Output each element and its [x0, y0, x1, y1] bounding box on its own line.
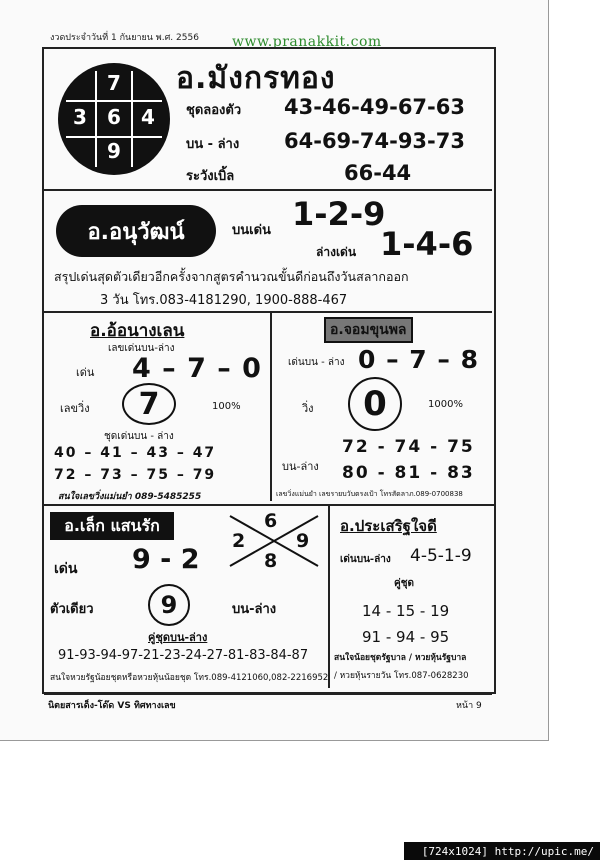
section4-lead-label: เด่นบน - ล่าง — [288, 357, 345, 368]
section4-percent: 1000% — [428, 399, 463, 410]
section5-contact: สนใจหวยรัฐน้อยชุดหรือหวยหุ้นน้อยชุด โทร.089-4121060,082-2216952 — [50, 673, 329, 683]
number-grid-circle — [58, 63, 170, 175]
section4-rows-label: บน-ล่าง — [282, 460, 319, 473]
section3-title: อ.อ้อนางเลน — [90, 321, 185, 341]
section3-percent: 100% — [212, 401, 241, 412]
section6-contact2: / หวยหุ้นรายวัน โทร.087-0628230 — [334, 671, 469, 681]
cross-left: 2 — [232, 530, 246, 552]
section3-set-label: ชุดเด่นบน - ล่าง — [104, 431, 174, 442]
section2-title: อ.อนุวัฒน์ — [56, 205, 216, 257]
section4-row1: 72 - 74 - 75 — [342, 437, 475, 457]
section4-contact: เลขวิ่งแม่นยำ เลขรายบวับตรงเป้า โทรสัดลาภ.089-0700838 — [276, 490, 463, 498]
section6-title: อ.ประเสริฐใจดี — [340, 517, 437, 535]
bottom-label: ล่างเด่น — [316, 245, 357, 259]
cross-right: 9 — [296, 530, 310, 552]
section1-title: อ.มังกรทอง — [176, 61, 336, 96]
row3-value: 66-44 — [344, 161, 412, 185]
section3-contact: สนใจเลขวิ่งแม่นยำ 089-5485255 — [58, 492, 202, 502]
section5-pair-values: 91-93-94-97-21-23-24-27-81-83-84-87 — [58, 648, 309, 663]
section6-lead-label: เด่นบน-ล่าง — [340, 554, 391, 565]
section5-title: อ.เล็ก แสนรัก — [50, 512, 174, 540]
cross-top: 6 — [264, 510, 278, 532]
section4-title: อ.จอมขุนพล — [324, 317, 413, 343]
section3-single-label: เลขวิ่ง — [60, 402, 90, 415]
footer-page: หน้า 9 — [456, 701, 482, 711]
cross-bottom: 8 — [264, 550, 278, 572]
top-label: บนเด่น — [232, 223, 271, 238]
section3-lead-label: เด่น — [76, 366, 95, 379]
section-on-nang-len — [44, 313, 272, 501]
summary-line1: สรุปเด่นสุดตัวเดียวอีกครั้งจากสูตรคำนวณขั้นดีก่อนถึงวันสลากออก — [54, 269, 409, 284]
section-lek-saenrak — [44, 506, 328, 688]
section5-single-label: ตัวเดียว — [50, 602, 94, 617]
row1-value: 43-46-49-67-63 — [284, 95, 465, 119]
section6-pair-label: คู่ชุด — [394, 578, 414, 589]
section3-set-row2: 72 – 73 – 75 – 79 — [54, 467, 217, 483]
section3-lead-value: 4 – 7 – 0 — [132, 353, 262, 384]
section4-row2: 80 - 81 - 83 — [342, 463, 475, 483]
section5-pair-label: คู่ชุดบน-ล่าง — [148, 631, 208, 644]
row1-label: ชุดลองตัว — [186, 103, 242, 118]
top-value: 1-2-9 — [292, 195, 386, 233]
issue-date-line: งวดประจำวันที่ 1 กันยายน พ.ศ. 2556 — [50, 33, 199, 43]
section5-single-circle: 9 — [148, 584, 190, 626]
section4-lead-value: 0 – 7 – 8 — [358, 345, 479, 374]
section5-updown-label: บน-ล่าง — [232, 602, 277, 617]
footer-divider — [44, 694, 492, 695]
section3-single-circle: 7 — [122, 383, 176, 425]
section3-sub-label: เลขเด่นบน-ล่าง — [108, 343, 175, 354]
section4-single-circle: 0 — [348, 377, 402, 431]
bottom-value: 1-4-6 — [380, 225, 474, 263]
section5-lead-value: 9 - 2 — [132, 544, 200, 575]
section6-contact1: สนใจน้อยชุดรัฐบาล / หวยหุ้นรัฐบาล — [334, 653, 467, 663]
image-host-bar[interactable]: [724x1024] http://upic.me/ — [404, 842, 600, 860]
section6-lead-value: 4-5-1-9 — [410, 546, 472, 566]
grid-center: 6 — [107, 105, 121, 129]
section3-set-row1: 40 – 41 – 43 – 47 — [54, 445, 217, 461]
section6-row2: 91 - 94 - 95 — [362, 628, 450, 646]
section5-lead-label: เด่น — [54, 561, 78, 577]
section-jom-khun-phon — [270, 313, 492, 501]
grid-left: 3 — [73, 105, 87, 129]
section6-row1: 14 - 15 - 19 — [362, 602, 450, 620]
section-anuwat — [44, 191, 492, 313]
summary-line2: 3 วัน โทร.083-4181290, 1900-888-467 — [100, 293, 348, 308]
section-prasert-jaidee — [330, 506, 490, 688]
row3-label: ระวังเบิ้ล — [186, 169, 235, 184]
row2-value: 64-69-74-93-73 — [284, 129, 465, 153]
section-mangkorn-thong — [44, 49, 492, 191]
footer-left: นิตยสารเด็ง-โด๊ด VS ทิศทางเลข — [48, 701, 176, 711]
section4-single-label: วิ่ง — [302, 402, 314, 415]
grid-right: 4 — [141, 105, 155, 129]
watermark-url: www.pranakkit.com — [232, 34, 382, 50]
row2-label: บน - ล่าง — [186, 137, 240, 152]
grid-bottom: 9 — [107, 139, 121, 163]
grid-top: 7 — [107, 71, 121, 95]
